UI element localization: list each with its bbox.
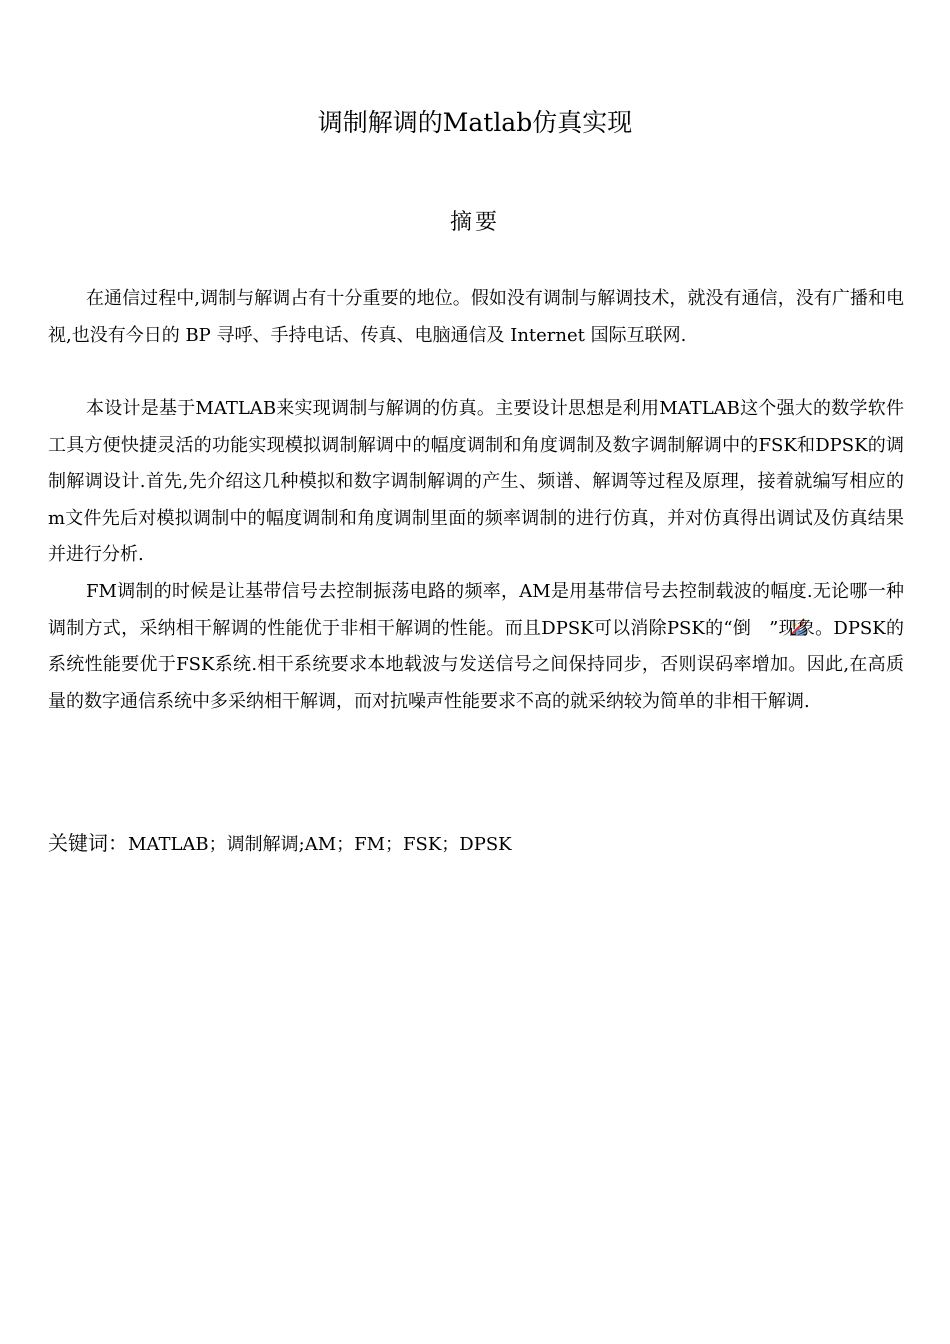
keywords-values: MATLAB；调制解调;AM；FM；FSK；DPSK [128,834,512,855]
document-title: 调制解调的Matlab仿真实现 [317,108,633,137]
abstract-heading: 摘要 [449,210,500,235]
keywords-line [48,826,904,862]
abstract-paragraph-1 [48,281,904,354]
paragraph-text-before-image: FM调制的时候是让基带信号去控制振荡电路的频率，AM是用基带信号去控制载波的幅度.无论哪一种调制方式，采纳相干解调的性能优于非相干解调的性能。而且DPSK可以消除PSK的“倒 [48,581,904,639]
abstract-paragraph-3 [48,574,904,720]
paragraph-text: 在通信过程中,调制与解调占有十分重要的地位。假如没有调制与解调技术，就没有通信，没有广播和电视,也没有今日的 BP 寻呼、手持电话、传真、电脑通信及 Internet 国际互联网. [48,288,904,346]
keywords-label: 关键词： [48,831,128,855]
paragraph-text [48,574,904,720]
paragraph-text: 本设计是基于MATLAB来实现调制与解调的仿真。主要设计思想是利用MATLAB这个强大的数学软件工具方便快捷灵活的功能实现模拟调制解调中的幅度调制和角度调制及数字调制解调中的FSK和DPSK的调制解调设计.首先,先介绍这几种模拟和数字调制解调的产生、频谱、解调等过程及原理，接着就编写相应的m文件先后对模拟调制中的幅度调制和角度调制里面的频率调制的进行仿真，并对仿真得出调试及仿真结果并进行分析. [48,398,904,566]
paragraph-text-after-image: ”现象。DPSK的系统性能要优于FSK系统.相干系统要求本地载波与发送信号之间保持同步，否则误码率增加。因此,在高质量的数字通信系统中多采纳相干解调，而对抗噪声性能要求不高的就采纳较为简单的非相干解调. [48,617,904,712]
broken-image-icon [752,613,768,629]
abstract-paragraph-2 [48,391,904,574]
